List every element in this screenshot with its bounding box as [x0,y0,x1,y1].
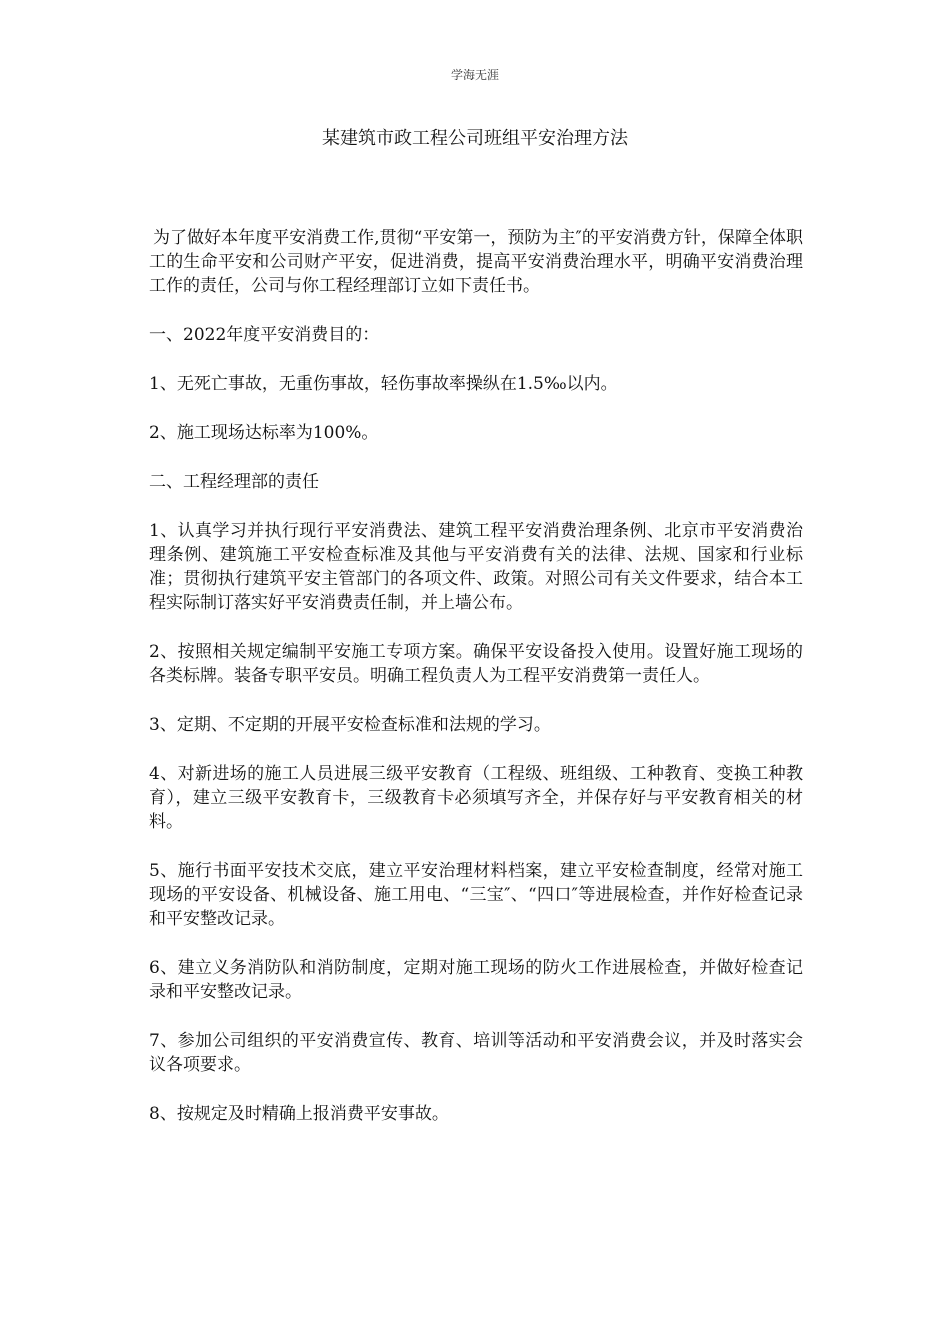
duty-item-7: 7、参加公司组织的平安消费宣传、教育、培训等活动和平安消费会议，并及时落实会议各项要求。 [149,1031,803,1075]
intro-paragraph: 为了做好本年度平安消费工作,贯彻“平安第一，预防为主″的平安消费方针，保障全体职工的生命平安和公司财产平安，促进消费，提高平安消费治理水平，明确平安消费治理工作的责任，公司与你工程经理部订立如下责任书。 [149,228,803,296]
duty-item-1: 1、认真学习并执行现行平安消费法、建筑工程平安消费治理条例、北京市平安消费治理条例、建筑施工平安检查标准及其他与平安消费有关的法律、法规、国家和行业标准；贯彻执行建筑平安主管部门的各项文件、政策。对照公司有关文件要求，结合本工程实际制订落实好平安消费责任制，并上墙公布。 [149,521,803,613]
section-heading-goals: 一、2022年度平安消费目的： [149,325,380,345]
document-body [149,226,803,1151]
header-note: 学海无涯 [450,68,499,82]
duty-item-3: 3、定期、不定期的开展平安检查标准和法规的学习。 [149,715,551,735]
section-heading-duties: 二、工程经理部的责任 [149,472,319,492]
document-title: 某建筑市政工程公司班组平安治理方法 [322,128,628,149]
goal-item-1: 1、无死亡事故，无重伤事故，轻伤事故率操纵在1.5‰以内。 [149,374,618,394]
duty-item-4: 4、对新进场的施工人员进展三级平安教育（工程级、班组级、工种教育、变换工种教育），建立三级平安教育卡，三级教育卡必须填写齐全，并保存好与平安教育相关的材料。 [149,764,803,832]
duty-item-6: 6、建立义务消防队和消防制度，定期对施工现场的防火工作进展检查，并做好检查记录和平安整改记录。 [149,958,803,1002]
duty-item-5: 5、施行书面平安技术交底，建立平安治理材料档案，建立平安检查制度，经常对施工现场的平安设备、机械设备、施工用电、“三宝″、“四口″等进展检查，并作好检查记录和平安整改记录。 [149,861,803,929]
goal-item-2: 2、施工现场达标率为100%。 [149,423,379,443]
duty-item-2: 2、按照相关规定编制平安施工专项方案。确保平安设备投入使用。设置好施工现场的各类标牌。装备专职平安员。明确工程负责人为工程平安消费第一责任人。 [149,642,803,686]
duty-item-8: 8、按规定及时精确上报消费平安事故。 [149,1104,449,1124]
